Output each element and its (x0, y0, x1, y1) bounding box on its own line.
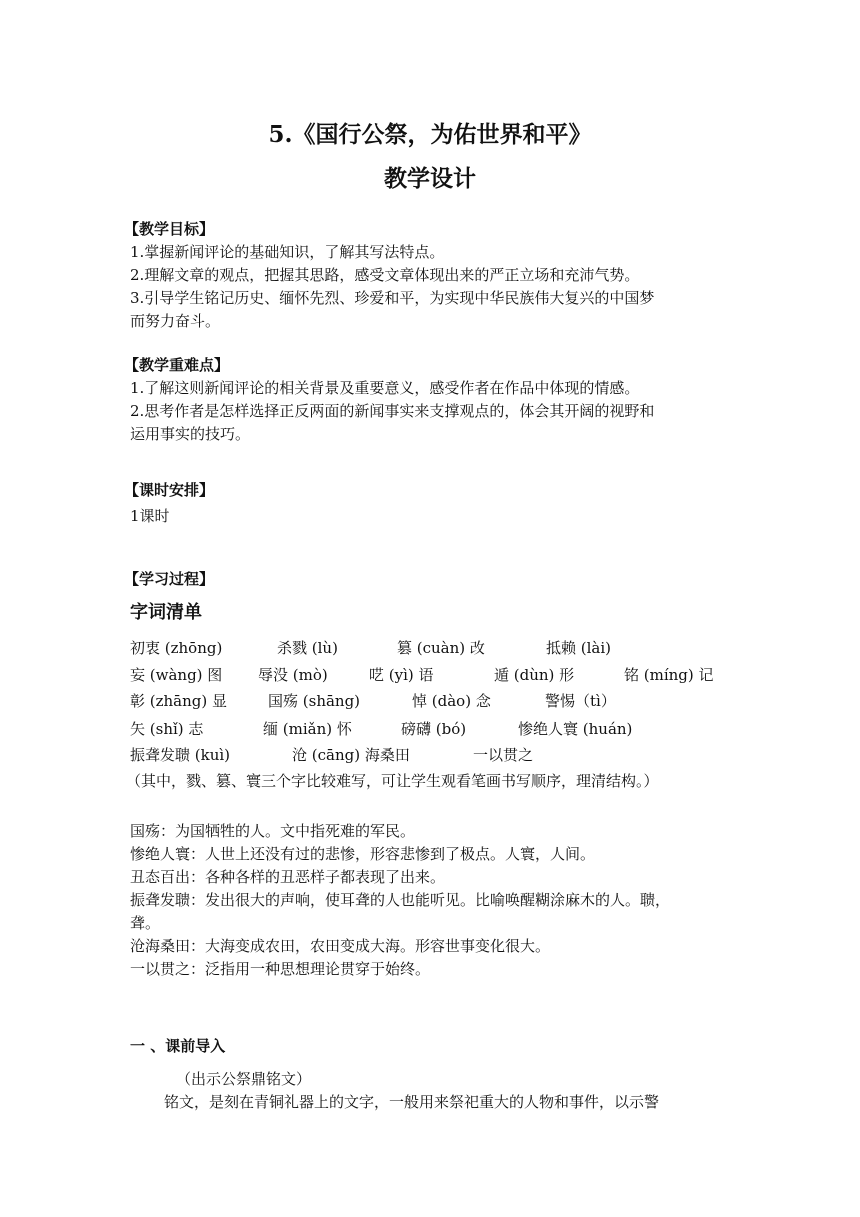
definition-line: 国殇：为国牺牲的人。文中指死难的军民。 (130, 822, 416, 840)
vocab-entry: 彰 (zhāng) 显 (130, 692, 228, 710)
process-heading: 【学习过程】 (124, 570, 215, 588)
vocab-entry: 矢 (shǐ) 志 (130, 720, 204, 738)
key-point-item: 运用事实的技巧。 (130, 425, 251, 443)
vocab-entry: 杀戮 (lù) (277, 639, 338, 657)
key-point-item: 2.思考作者是怎样选择正反两面的新闻事实来支撑观点的，体会其开阔的视野和 (130, 402, 655, 420)
vocab-entry: 振聋发聩 (kuì) (130, 746, 231, 764)
key-point-item: 1.了解这则新闻评论的相关背景及重要意义，感受作者在作品中体现的情感。 (130, 379, 640, 397)
definition-line: 沧海桑田：大海变成农田，农田变成大海。形容世事变化很大。 (130, 937, 551, 955)
document-title: 5.《国行公祭，为佑世界和平》 (268, 121, 592, 148)
vocab-entry: 国殇 (shāng) (268, 692, 361, 710)
vocab-entry: 悼 (dào) 念 (412, 692, 491, 710)
definition-line: 振聋发聩：发出很大的声响，使耳聋的人也能听见。比喻唤醒糊涂麻木的人。聩， (130, 891, 671, 909)
schedule-value: 1课时 (130, 507, 170, 525)
goal-item: 2.理解文章的观点，把握其思路，感受文章体现出来的严正立场和充沛气势。 (130, 266, 640, 284)
definition-line: 一以贯之：泛指用一种思想理论贯穿于始终。 (130, 960, 431, 978)
section1-line: 铭文，是刻在青铜礼器上的文字，一般用来祭祀重大的人物和事件，以示警 (164, 1093, 660, 1111)
vocab-note: （其中，戮、篡、寰三个字比较难写，可让学生观看笔画书写顺序，理清结构。） (126, 772, 659, 790)
vocab-entry: 抵赖 (lài) (546, 639, 612, 657)
definition-line: 惨绝人寰：人世上还没有过的悲惨，形容悲惨到了极点。人寰，人间。 (130, 845, 596, 863)
key-points-heading: 【教学重难点】 (124, 356, 230, 374)
document-subtitle: 教学设计 (384, 165, 476, 192)
vocab-entry: 妄 (wàng) 图 (130, 666, 223, 684)
definition-line: 聋。 (130, 914, 161, 932)
vocab-entry: 沧 (cāng) 海桑田 (292, 746, 410, 764)
vocab-entry: 初衷 (zhōng) (130, 639, 223, 657)
vocab-entry: 辱没 (mò) (258, 666, 328, 684)
vocab-entry: 遁 (dùn) 形 (494, 666, 575, 684)
goals-heading: 【教学目标】 (124, 220, 215, 238)
goal-item: 1.掌握新闻评论的基础知识，了解其写法特点。 (130, 243, 445, 261)
section1-line: （出示公祭鼎铭文） (176, 1070, 312, 1088)
vocab-entry: 一以贯之 (473, 746, 534, 764)
vocab-entry: 磅礴 (bó) (401, 720, 467, 738)
goal-item: 而努力奋斗。 (130, 312, 221, 330)
schedule-heading: 【课时安排】 (124, 481, 215, 499)
vocab-entry: 呓 (yì) 语 (369, 666, 434, 684)
section1-heading: 一 、课前导入 (130, 1037, 226, 1055)
goal-item: 3.引导学生铭记历史、缅怀先烈、珍爱和平，为实现中华民族伟大复兴的中国梦 (130, 289, 655, 307)
definition-line: 丑态百出：各种各样的丑恶样子都表现了出来。 (130, 868, 446, 886)
vocab-entry: 缅 (miǎn) 怀 (263, 720, 352, 738)
vocab-title: 字词清单 (130, 602, 202, 623)
vocab-entry: 篡 (cuàn) 改 (397, 639, 485, 657)
vocab-entry: 警惕（tì） (545, 692, 616, 710)
vocab-entry: 铭 (míng) 记 (624, 666, 714, 684)
vocab-entry: 惨绝人寰 (huán) (518, 720, 633, 738)
